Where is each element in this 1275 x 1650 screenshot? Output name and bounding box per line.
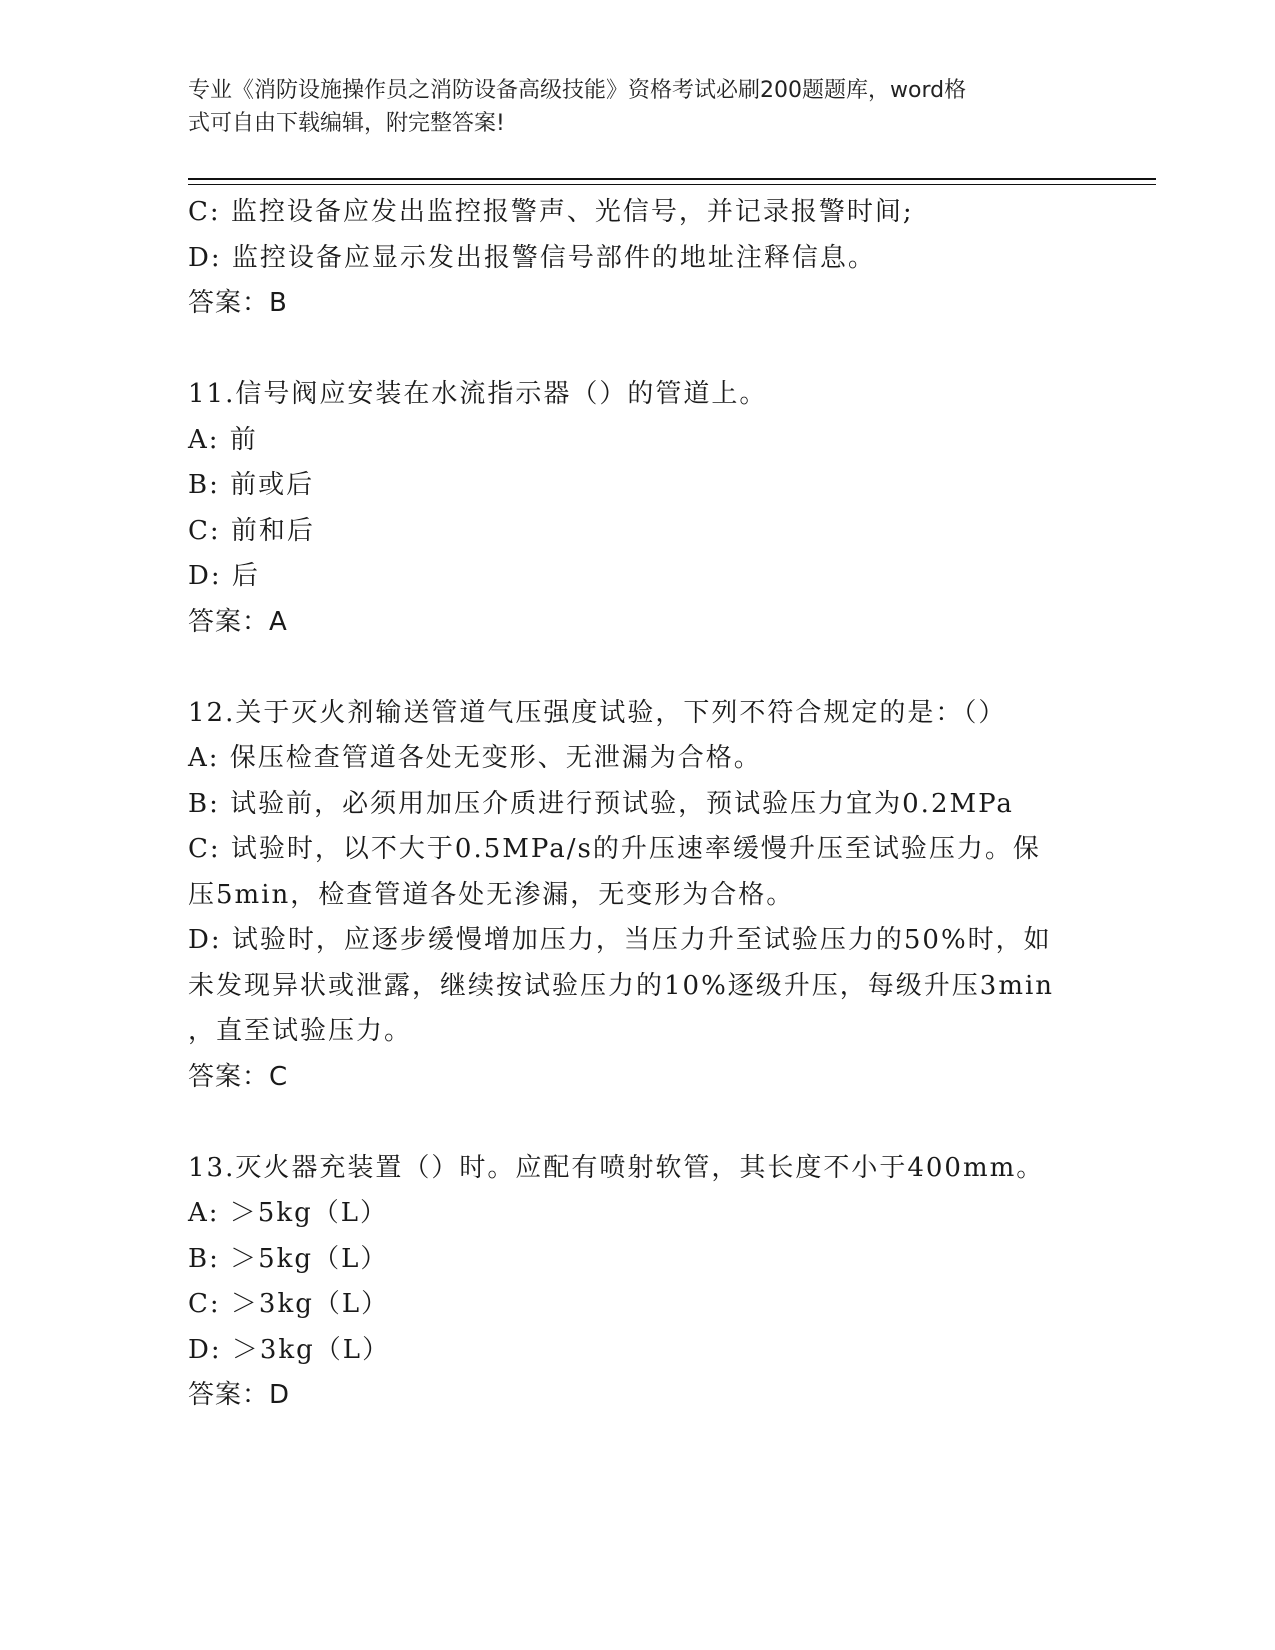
option-c: C: 试验时，以不大于0.5MPa/s的升压速率缓慢升压至试验压力。保 bbox=[188, 834, 1041, 864]
option-b: B: 前或后 bbox=[188, 470, 315, 500]
question-stem: 11.信号阀应安装在水流指示器（）的管道上。 bbox=[188, 379, 768, 409]
question-content bbox=[188, 190, 1088, 1419]
answer-line: 答案：A bbox=[188, 606, 288, 637]
option-d-continued-2: ，直至试验压力。 bbox=[188, 1016, 413, 1046]
header-title-line-1: 专业《消防设施操作员之消防设备高级技能》资格考试必刷200题题库，word格 bbox=[188, 78, 967, 103]
option-b: B: ＞5kg（L） bbox=[188, 1243, 389, 1274]
question-stem: 12.关于灭火剂输送管道气压强度试验，下列不符合规定的是：（） bbox=[188, 697, 1007, 728]
header-title-line-2: 式可自由下载编辑，附完整答案! bbox=[188, 111, 505, 136]
answer-line: 答案：D bbox=[188, 1380, 291, 1410]
option-d: D: ＞3kg（L） bbox=[188, 1334, 391, 1365]
answer-line: 答案：C bbox=[188, 1061, 289, 1092]
question-13 bbox=[188, 1146, 1088, 1419]
spacer bbox=[188, 1100, 1088, 1146]
page-header bbox=[188, 74, 1068, 140]
spacer bbox=[188, 645, 1088, 691]
answer-line: 答案：B bbox=[188, 288, 288, 318]
option-b: B: 试验前，必须用加压介质进行预试验，预试验压力宜为0.2MPa bbox=[188, 788, 1014, 819]
option-d: D: 后 bbox=[188, 561, 260, 591]
question-10-continued bbox=[188, 190, 1088, 327]
option-c: C: ＞3kg（L） bbox=[188, 1289, 390, 1319]
option-c-continued: 压5min，检查管道各处无渗漏，无变形为合格。 bbox=[188, 879, 795, 910]
header-divider-thick bbox=[188, 178, 1156, 180]
question-11 bbox=[188, 372, 1088, 645]
option-a: A: 保压检查管道各处无变形、无泄漏为合格。 bbox=[188, 743, 762, 773]
option-a: A: ＞5kg（L） bbox=[188, 1198, 389, 1228]
option-c: C: 前和后 bbox=[188, 515, 315, 546]
header-divider-thin bbox=[188, 184, 1156, 185]
question-12 bbox=[188, 691, 1088, 1101]
question-stem: 13.灭火器充装置（）时。应配有喷射软管，其长度不小于400mm。 bbox=[188, 1152, 1045, 1183]
spacer bbox=[188, 327, 1088, 373]
option-d-continued: 未发现异状或泄露，继续按试验压力的10%逐级升压，每级升压3min bbox=[188, 970, 1055, 1001]
option-c: C: 监控设备应发出监控报警声、光信号，并记录报警时间; bbox=[188, 197, 914, 227]
option-d: D: 试验时，应逐步缓慢增加压力，当压力升至试验压力的50%时，如 bbox=[188, 925, 1052, 955]
option-a: A: 前 bbox=[188, 424, 258, 455]
option-d: D: 监控设备应显示发出报警信号部件的地址注释信息。 bbox=[188, 242, 876, 273]
